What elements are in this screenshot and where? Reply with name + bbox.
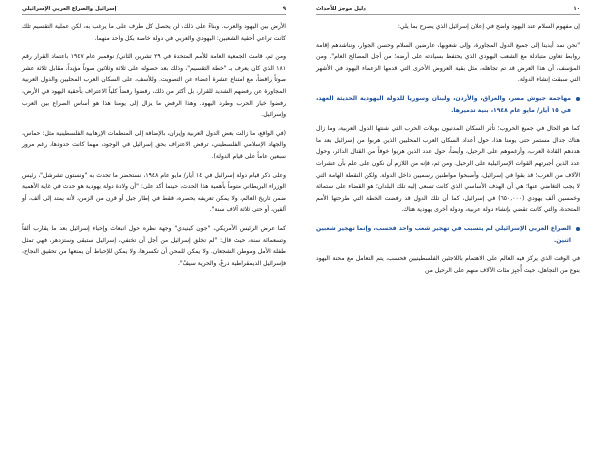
left-running-head: [22, 6, 286, 15]
left-paragraph-4: وعلى ذكر قيام دولة إسرائيل في ١٤ أيار/ مايو عام ١٩٤٨، نستحضر ما تحدث به "ونستون تشرشل"، رئيس الوزراء البريطاني متوماً بأهمية هذا الحدث، حينما أكد على: "أن ولادة دولة يهودية هو حدث في غاية الأهمية ضمن تاريخ العالم، ولا يمكن تعريفه بحصره، فقط في إطار جيل أو قرن من الزمن، لأنه يمتد إلى ألف، أو ألفين، أو حتى ثلاثة آلاف سنة".: [22, 171, 286, 214]
bullet-item-1: [316, 93, 580, 116]
left-paragraph-3: (في الواقع، ما زالت بعض الدول العربية وإيران، بالإضافة إلى المنظمات الإرهابية الفلسطينية مثل: حماس، والجهاد الإسلامي الفلسطيني، ترفض الاعتراف بحق إسرائيل في الوجود، مهما كانت حدودها، رغم مرور سبعين عاماً على قيام الدولة).: [22, 129, 286, 160]
bullet-text-1: مهاجمة جيوش مصر، والعراق، والأردن، ولبنان وسوريا للدولة اليهودية الحديثة العهد، في ١٥ أيار/ مايو عام ١٩٤٨، بنية تدميرها.: [316, 94, 571, 114]
left-body: [22, 21, 286, 269]
left-paragraph-5: كما عرض الرئيس الأمريكي، "جون كينيدي" وجهة نظره حول انبعاث وإحياء إسرائيل بعد ما يقارب ألفاً وتسعمائة سنة، حيث قال: "لم تخلق إسرائيل من أجل أن تختفي، إسرائيل ستبقى وستزدهر، فهي تمثل طفلة الأمل وموطن الشجعان. ولا يمكن للمحن أن تكسرها، ولا يمكن للإحباط أن يمنعها من تحقيق النجاح، فإسرائيل الديمقراطية درعٌ، والحرية سيفٌ".: [22, 224, 286, 267]
right-body: [316, 21, 580, 276]
bullet-dot-icon: [576, 227, 580, 231]
right-intro: إن مفهوم السلام عند اليهود واضح في إعلان إسرائيل الذي يصرح بما يلي:: [397, 23, 580, 30]
right-quote: "نحن نمد أيدينا إلى جميع الدول المجاورة، وإلى شعوبها، عارضين السلام وحسن الجوار، ونناشدهم إقامة روابط تعاون متبادلة مع الشعب اليهودي الذي يحتفظ بسيادته على أرضه؛ من أجل المصالح العام". ومن المؤسف، أن هذا العرض قد تم تجاهله، مثل بقية العروض الأخرى التي قدمها الزعماء اليهود في الأشهر التي سبقت إنشاء الدولة.: [316, 41, 580, 84]
right-paragraph-1: كما هو الحال في جميع الحروب؛ تأثر السكان المدنيون بويلات الحرب التي شنتها الدول العربية، وما زال هناك جدال مستمر حتى يومنا هذا، حول أعداد السكان العرب المحليين الذين هربوا من إسرائيل بعد ما هددهم القادة العرب، وأرغموهم على الرحيل، وأيضاً، حول عدد الذين هربوا خوفاً من القتال الدائر، وحول عدد الذين أجبرتهم القوات الإسرائيلية على الرحيل. ومن ثم، فإنه من اللازم أن نكون على علم بأن عشرات الآلاف من العرب؛ قد بقوا في إسرائيل، وأصبحوا مواطنين رسميين داخل الدولة. ولكن النقطة الهامة التي لا يجب التغاضي عنها؛ هي أن الهدف الأساسي الذي كانت تسعى إليه تلك البلدان؛ هو القضاء على ستمائة وخمسين ألف يهودي (٦٥٠,٠٠٠) في إسرائيل، كما أن تلك الدول قد رفضت الخطة التي طرحتها الأمم المتحدة، والتي كانت تقضي بإنشاء دولة عربية، ودولة أخرى يهودية هناك.: [316, 125, 581, 214]
right-page: [300, 0, 600, 463]
left-page-number: ٩: [282, 6, 286, 12]
left-running-title: إسرائيل والصراع العربي الإسرائيلي: [22, 6, 117, 12]
left-paragraph-1: الأرض بين اليهود والعرب. وبناءً على ذلك، لن يحصل كل طرف على ما يرغب به، لكن عملية التقسيم تلك كانت تراعي أحقية الشعبين: اليهودي والعربي في دولة خاصة بكل واحد منهما.: [22, 23, 286, 42]
right-running-title: دليل موجز للأحداث: [316, 6, 366, 12]
bullet-item-2: [316, 223, 580, 246]
right-paragraph-2: في الوقت الذي يركز فيه العالم على الاهتمام باللاجئين الفلسطينيين فحسب، يتم التعامل مع محنة اليهود بنوع من التجاهل، حيث أُجبِرَ مئات الآلاف منهم على الرحيل من: [316, 255, 580, 274]
bullet-text-2: الصراع العربي الإسرائيلي لم يتسبب في تهجير شعب واحد فحسب، وإنما تهجير شعبين اثنين.: [316, 224, 571, 244]
bullet-dot-icon: [576, 97, 580, 101]
left-paragraph-2: ومن ثم، قامت الجمعية العامة للأمم المتحدة في ٢٩ تشرين الثاني/ نوفمبر عام ١٩٤٧ باعتماد القرار رقم ١٨١ الذي كان يعرف بـ "خطة التقسيم"، وذلك بعد حصوله على ثلاثة وثلاثين صوتاً مؤيداً، مقابل ثلاثة عشر صوتاً رافضاً، مع امتناع عشرة أعضاء عن التصويت. وللأسف، على السكان العرب المحليين والدول العربية المجاورة عن رفضهم الشديد للقرار، بل أكثر من ذلك، رفضوا رفضاً كلياً الاعتراف بأحقية اليهود في الأرض، رفضوا خيار الحرب وطرد اليهود. وهذا الرفض ما يزال إلى يومنا هذا هو أساس الصراع بين العرب وإسرائيل.: [22, 53, 287, 119]
right-running-head: [316, 6, 580, 15]
right-page-number: ١٠: [573, 6, 580, 12]
